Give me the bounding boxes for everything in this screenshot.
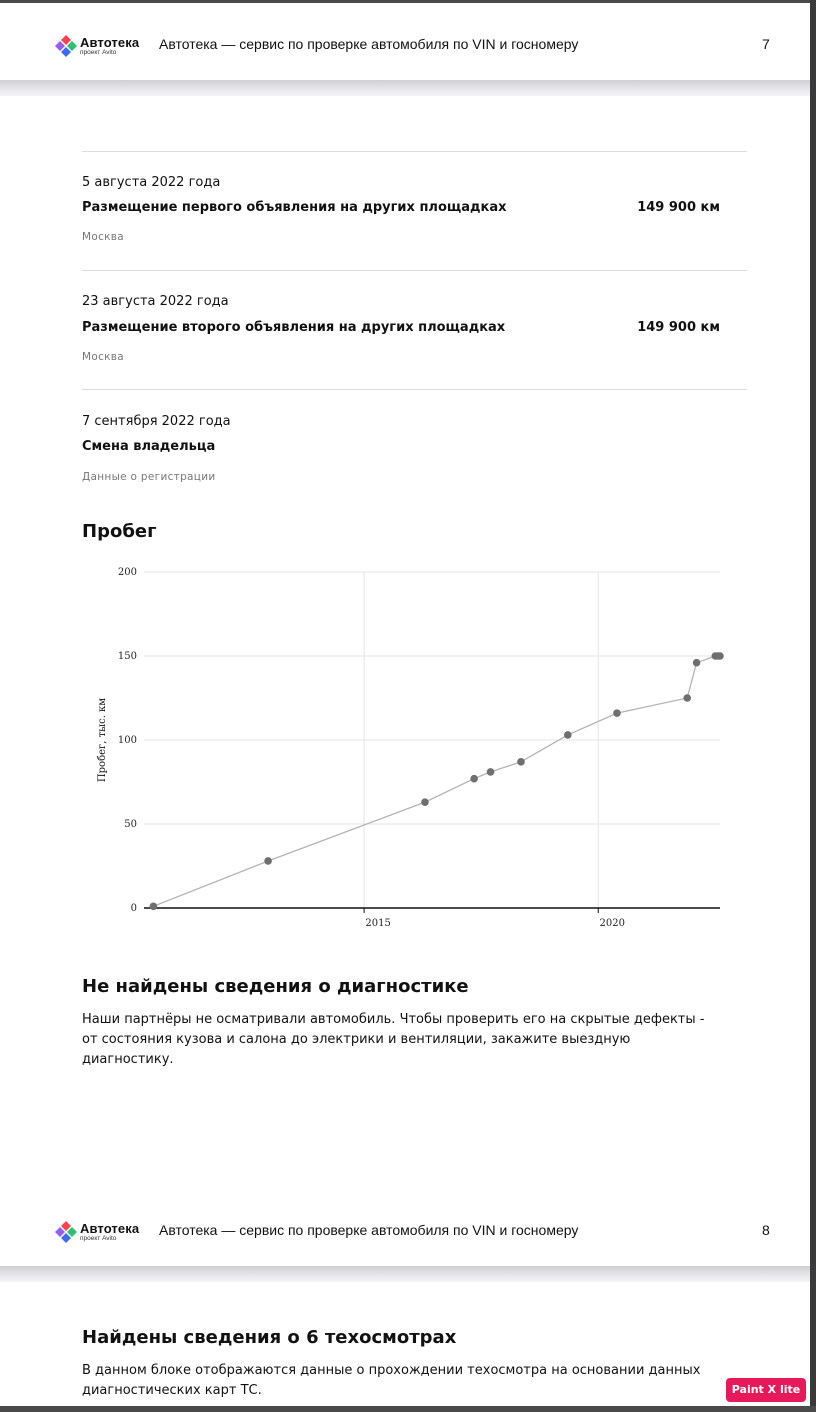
- mileage-heading: Пробег: [82, 521, 157, 542]
- mileage-data-point: [470, 775, 478, 783]
- inspections-heading: Найдены сведения о 6 техосмотрах: [82, 1327, 457, 1348]
- app-watermark-badge[interactable]: Paint X lite: [726, 1378, 806, 1402]
- event-location: Москва: [82, 351, 125, 363]
- y-tick-label: 100: [117, 735, 137, 746]
- event-location: Москва: [82, 231, 125, 243]
- divider: [82, 151, 747, 152]
- brand-subtitle: проект Avito: [80, 49, 117, 56]
- mileage-data-point: [517, 758, 525, 766]
- page-header: [0, 24, 810, 64]
- event-title: Размещение второго объявления на других площадках: [82, 320, 506, 335]
- brand-subtitle: проект Avito: [80, 1235, 117, 1242]
- x-tick-label: 2020: [599, 918, 625, 929]
- mileage-data-point: [487, 768, 495, 776]
- event-date: 7 сентября 2022 года: [82, 414, 231, 429]
- divider: [82, 389, 747, 390]
- mileage-series-line: [153, 656, 720, 906]
- diagnostics-line: от состояния кузова и салона до электрики и вентиляции, закажите выездную диагностику.: [82, 1032, 631, 1067]
- inspections-line: В данном блоке отображаются данные о прохождении техосмотра на основании данных: [82, 1363, 701, 1378]
- avtoteka-logo-icon: [54, 1220, 78, 1244]
- diagnostics-line: Наши партнёры не осматривали автомобиль. Чтобы проверить его на скрытые дефекты -: [82, 1012, 705, 1027]
- avtoteka-logo-icon: [54, 34, 78, 58]
- window-bottom-edge: [0, 1406, 816, 1412]
- event-date: 23 августа 2022 года: [82, 294, 229, 309]
- event-title: Смена владельца: [82, 439, 216, 454]
- mileage-chart: [90, 560, 740, 940]
- y-tick-label: 0: [130, 903, 137, 914]
- page-number: 8: [762, 1222, 770, 1238]
- page-separator: [0, 1266, 810, 1282]
- mileage-data-point: [264, 857, 272, 865]
- brand-name: Автотека: [80, 35, 140, 50]
- event-mileage: 149 900 км: [637, 320, 720, 335]
- mileage-data-point: [150, 903, 158, 911]
- x-tick-label: 2015: [365, 918, 391, 929]
- mileage-data-point: [693, 659, 701, 667]
- mileage-data-point: [716, 652, 724, 660]
- event-source: Данные о регистрации: [82, 471, 216, 483]
- y-tick-label: 150: [117, 651, 137, 662]
- page-separator: [0, 80, 810, 96]
- y-tick-label: 200: [117, 567, 137, 578]
- brand-name: Автотека: [80, 1221, 140, 1236]
- header-title: Автотека — сервис по проверке автомобиля по VIN и госномеру: [159, 1222, 579, 1238]
- event-date: 5 августа 2022 года: [82, 175, 221, 190]
- mileage-data-point: [421, 798, 429, 806]
- mileage-data-point: [564, 731, 572, 739]
- mileage-data-point: [683, 694, 691, 702]
- window-top-edge: [0, 0, 816, 3]
- scrollbar-track[interactable]: [810, 0, 816, 1412]
- diagnostics-heading: Не найдены сведения о диагностике: [82, 976, 469, 997]
- y-tick-label: 50: [124, 819, 137, 830]
- page-header: [0, 1210, 810, 1250]
- diagnostics-text: [82, 1010, 722, 1070]
- page-number: 7: [762, 36, 770, 52]
- event-mileage: 149 900 км: [637, 200, 720, 215]
- header-title: Автотека — сервис по проверке автомобиля по VIN и госномеру: [159, 36, 579, 52]
- event-title: Размещение первого объявления на других площадках: [82, 200, 507, 215]
- mileage-data-point: [613, 709, 621, 717]
- y-axis-label: Пробег, тыс. км: [97, 697, 108, 783]
- divider: [82, 270, 747, 271]
- inspections-line: диагностических карт ТС.: [82, 1383, 262, 1398]
- inspections-text: [82, 1361, 722, 1401]
